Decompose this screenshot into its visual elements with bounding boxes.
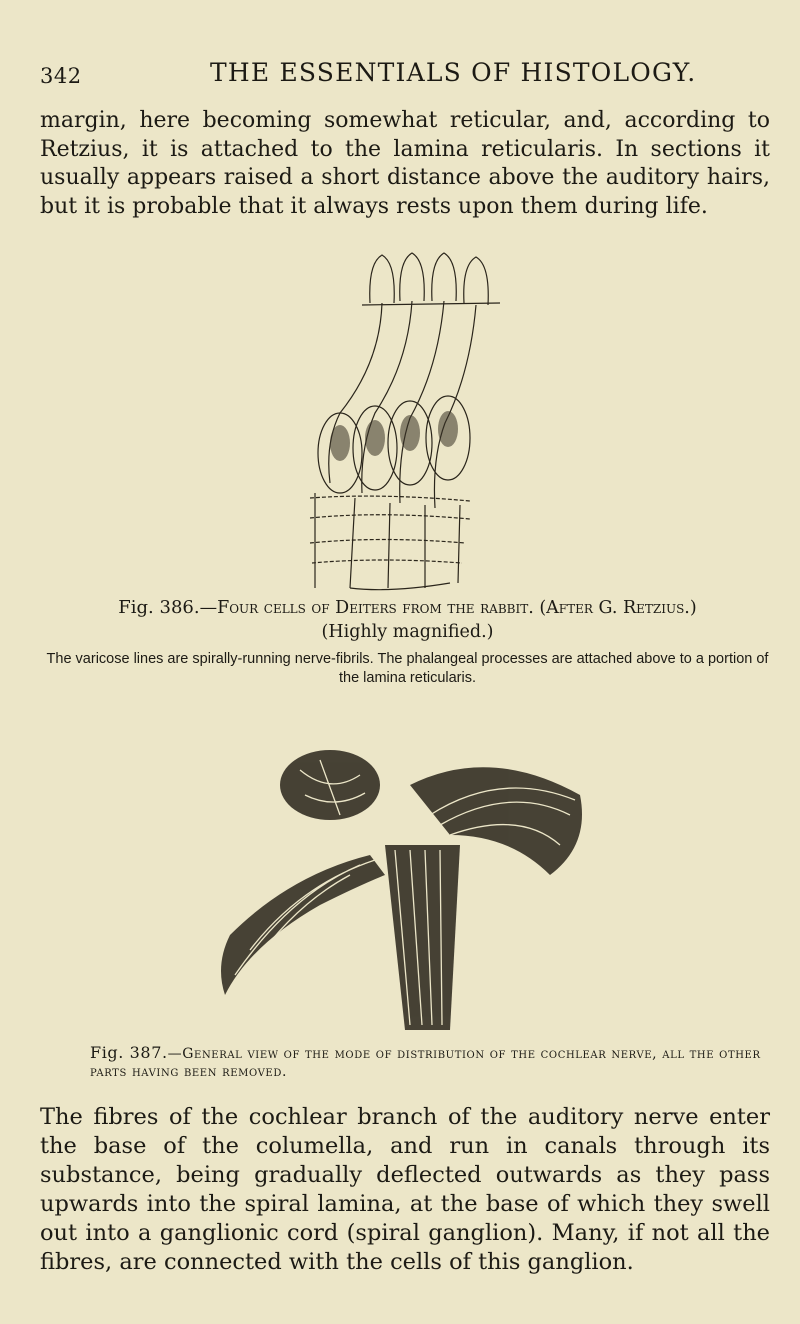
figure-386-title: —Four cells of Deiters from the rabbit. (After G. Retzius.) (199, 598, 697, 618)
figure-386-description: The varicose lines are spirally-running nerve-fibrils. The phalangeal processes are attached above to a portion of the lamina reticularis. (46, 651, 769, 686)
running-title: THE ESSENTIALS OF HISTOLOGY. (210, 58, 697, 87)
paragraph-bottom: The fibres of the cochlear branch of the auditory nerve enter the base of the columella, and run in canals through its substance, being gradually deflected outwards as they pass upwards into the spiral lamina, at the base of which they swell out into a ganglionic cord (spiral ganglion). Many, if not all the fibres, are connected with the cells of this ganglion. (40, 1104, 770, 1275)
figure-386-subtitle: (Highly magnified.) (321, 622, 494, 642)
figure-387-title: —General view of the mode of distribution of the cochlear nerve, all the other parts having been removed. (90, 1046, 761, 1080)
figure-387-caption (90, 1044, 780, 1081)
figure-386-caption (40, 596, 775, 644)
figure-387-illustration (210, 725, 600, 1030)
page-header (40, 58, 780, 98)
figure-386-label: Fig. 386. (118, 597, 200, 618)
page-number: 342 (40, 64, 82, 88)
paragraph-top: margin, here becoming somewhat reticular, and, according to Retzius, it is attached to the lamina reticularis. In sections it usually appears raised a short distance above the auditory hairs, but it is probable that it always rests upon them during life. (40, 108, 770, 219)
figure-386-illustration (300, 243, 510, 595)
figure-387-label: Fig. 387. (90, 1043, 168, 1062)
